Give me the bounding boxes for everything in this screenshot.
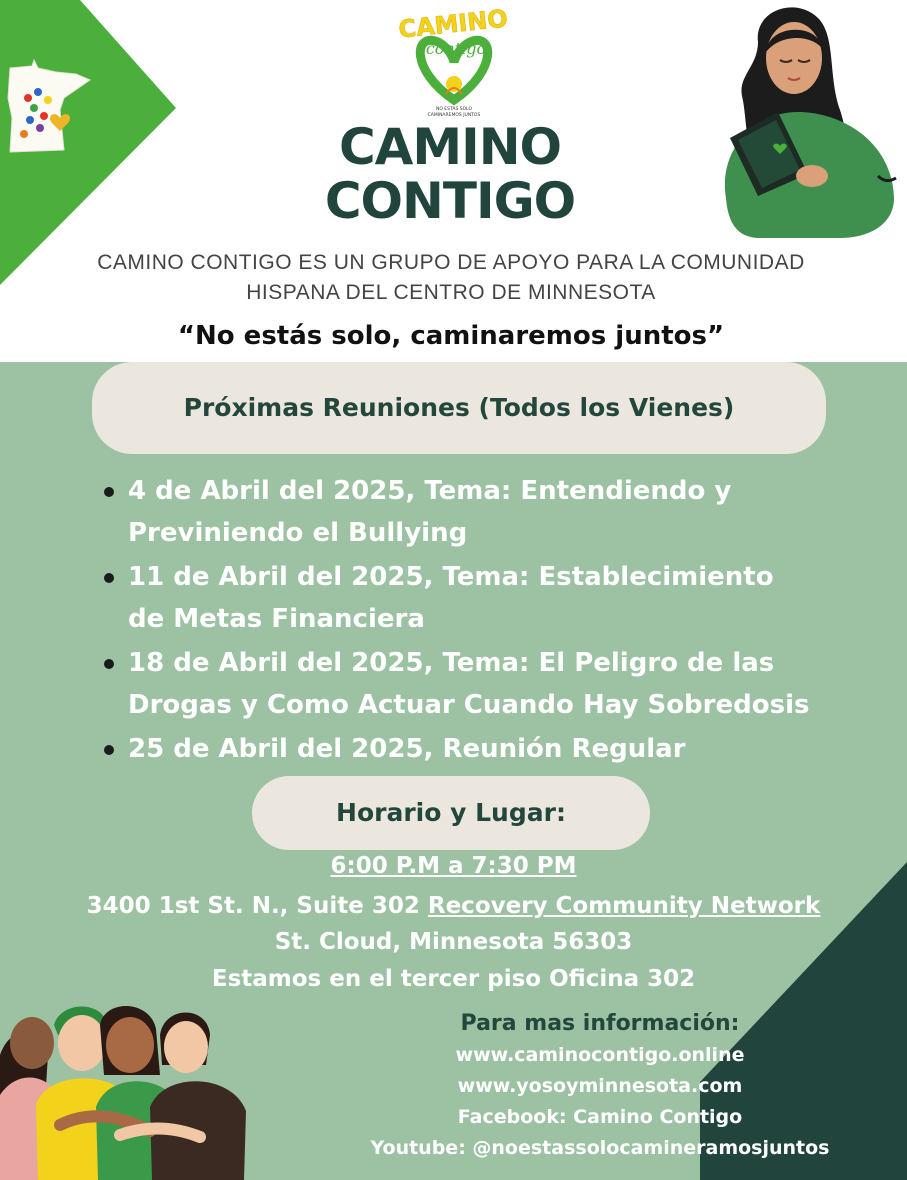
- svg-text:CAMINO: CAMINO: [397, 4, 510, 44]
- title-line-2: CONTIGO: [324, 172, 576, 230]
- list-item: 25 de Abril del 2025, Reunión Regular: [100, 728, 860, 770]
- recovery-community-network-link[interactable]: Recovery Community Network: [427, 893, 821, 919]
- info-heading: Para mas información:: [460, 1011, 740, 1036]
- subtitle: [20, 248, 882, 308]
- bullet-icon: [104, 487, 114, 497]
- meeting-city: St. Cloud, Minnesota 56303: [274, 929, 633, 955]
- meetings-list: [100, 470, 860, 772]
- svg-text:CAMINAREMOS JUNTOS: CAMINAREMOS JUNTOS: [427, 113, 481, 118]
- upcoming-meetings-heading: Próximas Reuniones (Todos los Vienes): [92, 362, 826, 454]
- subtitle-line-1: CAMINO CONTIGO ES UN GRUPO DE APOYO PARA LA COMUNIDAD: [97, 251, 805, 274]
- group-hug-illustration: [0, 995, 270, 1180]
- bullet-icon: [104, 573, 114, 583]
- schedule-heading: Horario y Lugar:: [252, 776, 650, 850]
- woman-reading-illustration: [700, 0, 905, 245]
- facebook-link[interactable]: Facebook: Camino Contigo: [457, 1106, 743, 1128]
- info-section: [330, 1008, 870, 1164]
- page-title: [250, 120, 650, 228]
- motto-quote: “No estás solo, caminaremos juntos”: [177, 321, 725, 351]
- list-item: 4 de Abril del 2025, Tema: Entendiendo y Previniendo el Bullying: [100, 470, 860, 554]
- subtitle-line-2: HISPANA DEL CENTRO DE MINNESOTA: [246, 281, 656, 304]
- youtube-link[interactable]: Youtube: @noestassolocamineramosjuntos: [370, 1137, 830, 1159]
- meeting-time: 6:00 P.M a 7:30 PM: [330, 853, 577, 879]
- list-item: 11 de Abril del 2025, Tema: Establecimiento de Metas Financiera: [100, 556, 860, 640]
- website-link-2[interactable]: www.yosoyminnesota.com: [457, 1075, 743, 1097]
- minnesota-map-icon: [4, 58, 94, 158]
- svg-text:contigo: contigo: [425, 39, 487, 58]
- website-link-1[interactable]: www.caminocontigo.online: [455, 1044, 745, 1066]
- svg-text:NO ESTAS SOLO: NO ESTAS SOLO: [435, 107, 473, 112]
- camino-contigo-logo: [390, 2, 518, 120]
- list-item: 18 de Abril del 2025, Tema: El Peligro de las Drogas y Como Actuar Cuando Hay Sobredosis: [100, 642, 860, 726]
- bullet-icon: [104, 745, 114, 755]
- meeting-floor: Estamos en el tercer piso Oficina 302: [211, 966, 696, 992]
- meeting-address: 3400 1st St. N., Suite 302 Recovery Community Network: [86, 893, 821, 919]
- title-line-1: CAMINO: [338, 118, 562, 176]
- bullet-icon: [104, 659, 114, 669]
